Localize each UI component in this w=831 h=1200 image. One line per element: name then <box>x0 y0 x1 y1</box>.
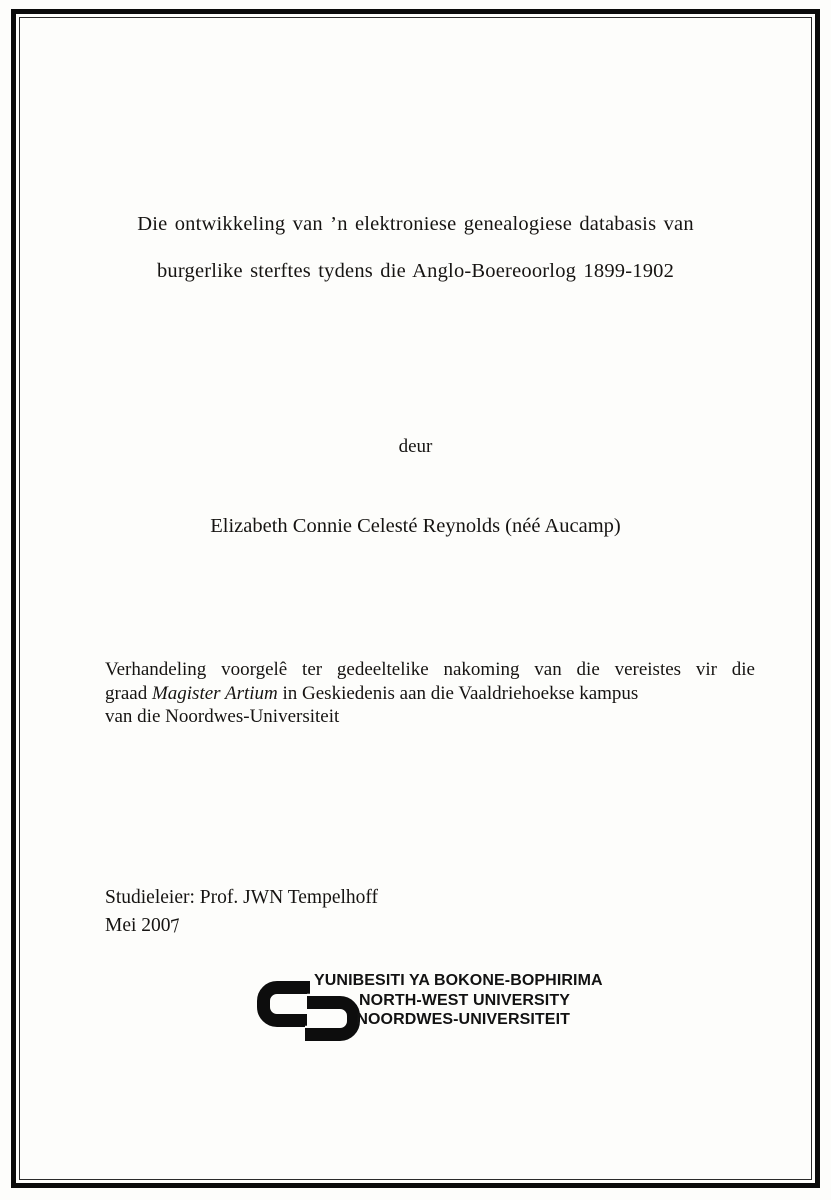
author-name: Elizabeth Connie Celesté Reynolds (néé Aucamp) <box>210 515 621 537</box>
title-line-1: Die ontwikkeling van ’n elektroniese genealogiese databasis van <box>137 213 694 235</box>
degree-name: Magister Artium <box>151 682 278 704</box>
statement-line-2-pre: graad <box>105 682 152 704</box>
logo-line-setswana: YUNIBESITI YA BOKONE-BOPHIRIMA <box>314 972 603 989</box>
supervisor-line: Studieleier: Prof. JWN Tempelhoff <box>105 887 379 908</box>
statement-line-2-post: in Geskiedenis aan die Vaaldriehoekse kampus <box>277 682 639 704</box>
degree-statement <box>105 658 755 729</box>
statement-line-3: van die Noordwes-Universiteit <box>105 706 340 727</box>
date-line <box>105 912 378 940</box>
logo-line-afrikaans: NOORDWES-UNIVERSITEIT <box>356 1011 570 1028</box>
statement-line-1: Verhandeling voorgelê ter gedeeltelike nakoming van die vereistes vir die <box>105 659 755 680</box>
date-last-digit: 7 <box>168 914 182 939</box>
date-prefix: Mei 200 <box>105 915 171 936</box>
statement-line-2 <box>105 682 755 706</box>
title-line-2: burgerlike sterftes tydens die Anglo-Boereoorlog 1899-1902 <box>156 260 675 282</box>
logo-line-english: NORTH-WEST UNIVERSITY <box>359 991 570 1009</box>
byline-deur: deur <box>398 436 433 457</box>
thesis-title <box>60 201 771 295</box>
nwu-logo-text <box>314 971 603 1030</box>
supervisor-block <box>105 884 378 940</box>
